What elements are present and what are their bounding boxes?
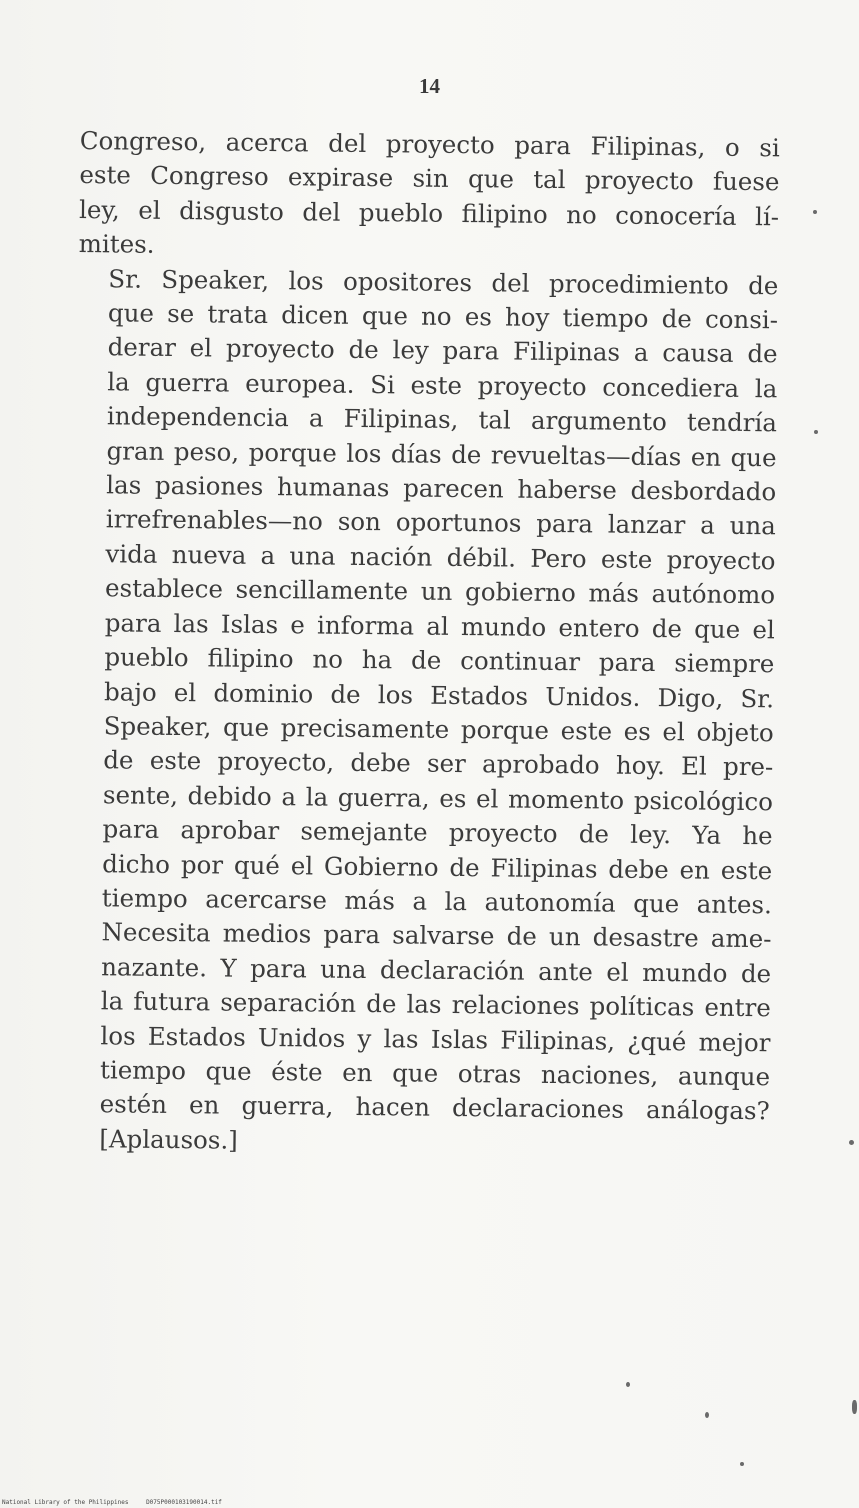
scan-speck (626, 1382, 630, 1387)
text-line: que se trata dicen que no es hoy tiempo de consi- (107, 298, 779, 335)
text-line: la futura separación de las relaciones políticas entre (100, 986, 771, 1023)
text-line: Congreso, acerca del proyecto para Filipinas, o si (79, 125, 780, 163)
text-line: Sr. Speaker, los opositores del procedimiento de (108, 263, 779, 300)
text-line: la guerra europea. Si este proyecto concediera la (107, 367, 778, 404)
scan-speck (740, 1462, 744, 1466)
text-line: los Estados Unidos y las Islas Filipinas, ¿qué mejor (100, 1020, 771, 1057)
body-text (69, 124, 780, 1163)
scan-speck (705, 1412, 709, 1418)
text-line: de este proyecto, debe ser aprobado hoy. El pre- (103, 745, 774, 782)
text-line: para las Islas e informa al mundo entero de que el (104, 607, 775, 644)
text-line: Speaker, que precisamente porque este es el objeto (103, 711, 774, 748)
text-line: establece sencillamente un gobierno más autónomo (104, 573, 776, 610)
footer-file: D075P000103190014.tif (146, 1499, 222, 1506)
text-line: irrefrenables—no son oportunos para lanzar a una (105, 504, 776, 541)
text-line: vida nueva a una nación débil. Pero este proyecto (105, 539, 776, 576)
text-line: independencia a Filipinas, tal argumento tendría (106, 401, 778, 438)
footer-library: National Library of the Philippines (2, 1499, 129, 1506)
text-line: pueblo filipino no ha de continuar para siempre (104, 642, 775, 679)
scan-speck (814, 430, 818, 434)
text-line: estén en guerra, hacen declaraciones análogas? (99, 1089, 770, 1126)
text-line: dicho por qué el Gobierno de Filipinas debe en este (102, 848, 773, 885)
scan-footer (2, 1499, 236, 1506)
text-line: ley, el disgusto del pueblo filipino no conocería lí- (78, 194, 780, 232)
text-line: para aprobar semejante proyecto de ley. Ya he (102, 814, 773, 851)
text-line: gran peso, porque los días de revueltas—días en que (106, 435, 777, 472)
text-line: derar el proyecto de ley para Filipinas a causa de (107, 332, 778, 369)
scan-speck (849, 1140, 854, 1145)
text-line: Necesita medios para salvarse de un desastre ame- (101, 917, 772, 954)
text-line: tiempo acercarse más a la autonomía que antes. (101, 883, 773, 920)
paragraph (79, 124, 780, 269)
scan-speck (813, 210, 817, 214)
page-number: 14 (419, 74, 440, 98)
scan-speck (852, 1400, 857, 1414)
text-line: tiempo que éste en que otras naciones, aunque (99, 1055, 771, 1092)
text-line: este Congreso expirase sin que tal proyecto fuese (79, 160, 780, 197)
text-line: las pasiones humanas parecen haberse desbordado (106, 470, 777, 507)
text-line: bajo el dominio de los Estados Unidos. Digo, Sr. (103, 676, 775, 713)
paragraph (69, 262, 778, 1164)
text-line: sente, debido a la guerra, es el momento psicológico (102, 779, 774, 817)
text-line: nazante. Y para una declaración ante el mundo de (101, 952, 772, 989)
text-line: mites. (78, 229, 155, 260)
text-line: [Aplausos.] (99, 1124, 238, 1155)
